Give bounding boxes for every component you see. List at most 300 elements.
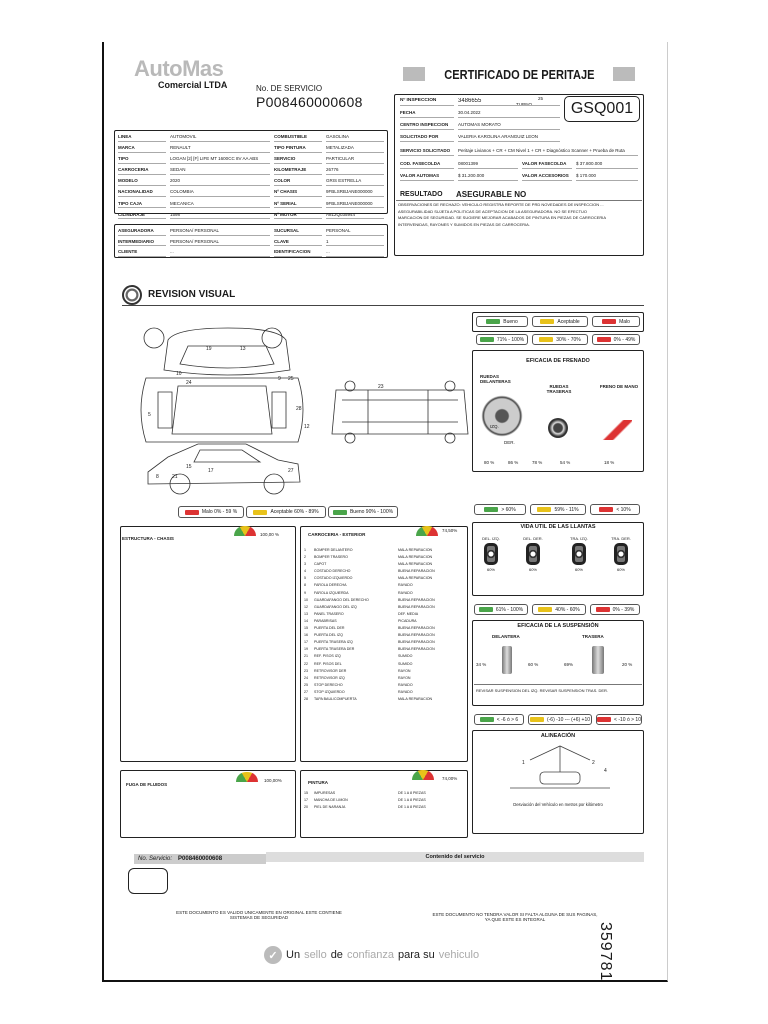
car-diagram — [128, 322, 472, 497]
range-bad — [592, 334, 640, 345]
tire-scale-mid — [532, 604, 586, 615]
brakes-rear: RUEDAS TRASERAS — [546, 384, 572, 395]
cli-key: ASEGURADORA — [118, 228, 166, 236]
insp-value: 08001399 — [458, 161, 518, 169]
visual-header — [122, 284, 644, 306]
suspension-value: 20 % — [622, 662, 633, 667]
insp-value: $ 31.200.000 — [458, 173, 518, 181]
carroceria-list — [304, 547, 466, 703]
suspension-rear: TRASERA — [582, 634, 604, 639]
veh-key: TIPO CAJA — [118, 201, 166, 209]
list-item-name: COSTADO DERECHO — [314, 569, 351, 574]
tire-rear-left — [568, 536, 590, 572]
suspension-value: 60 % — [528, 662, 539, 667]
cli-value: PERSONA/ PERSONAL — [170, 239, 270, 247]
list-item-state: DE 1 A 8 PIEZAS — [398, 805, 426, 810]
list-item — [304, 597, 466, 604]
scale-label: Aceptable 60% - 89% — [270, 509, 319, 515]
list-item — [304, 575, 466, 582]
observaciones-text: OBSERVACIONES DE RECHAZO: VEHICULO REGISTRA REPORTE DE PRD NOVEDADES DE INSPECCION ... ASEGURABILIDAD SUJETA A POLITICAS DE ACEPTACION DE LA ASEGURADORA. NO SE EFECTUO MARCACION DE SEGURIDAD. SE SUGIERE MEJORAR ACABADOS DE PINTURA EN PIEZAS DE CARROCERIA INTERVENIDAS, RAYONES Y SUMIDOS EN PIEZAS DE CARROCERIA. — [398, 202, 606, 227]
veh-value: COLOMBIA — [170, 189, 270, 197]
list-item-state: MALA REPARACION — [398, 562, 433, 567]
list-item — [304, 689, 466, 696]
estructura-pct: 100,00 % — [260, 532, 280, 537]
car-number: 23 — [378, 384, 384, 390]
list-item-state: MALA REPARACION — [398, 555, 433, 560]
veh-key: CARROCERIA — [118, 167, 166, 175]
list-item — [304, 661, 466, 668]
accesorios-value: $ 170.000 — [576, 173, 638, 181]
veh-key: TIPO PINTURA — [274, 145, 322, 153]
list-item-name: PIEL DE NARANJA — [314, 805, 346, 810]
list-item-n: 4 — [304, 569, 306, 574]
brake-scale-mid — [530, 504, 586, 515]
wheel-icon — [122, 285, 142, 305]
list-item-n: 13 — [304, 611, 308, 616]
list-item-state: BUENA REPARACION — [398, 569, 435, 574]
alignment-diagram — [500, 742, 620, 794]
insp-key: VALOR AUTOMAS — [400, 173, 454, 181]
estructura-box — [120, 526, 296, 762]
list-item-name: RETROVISOR DER — [314, 668, 347, 673]
scale-label: Malo 0% - 59 % — [201, 509, 238, 515]
insp-value: 30.04.2022 — [458, 110, 560, 118]
veh-value: METALIZADA — [326, 145, 384, 153]
carroceria-pct: 74,50% — [442, 528, 458, 533]
list-item-state: MALA REPARACION — [398, 696, 433, 701]
align-scale-label: < -6 ó > 6 — [496, 716, 519, 723]
veh-value: PARTICULAR — [326, 156, 384, 164]
list-item — [304, 675, 466, 682]
insp-key: FECHA — [400, 110, 454, 118]
list-item-name: CAPOT — [314, 562, 327, 567]
tire-value: 60% — [528, 567, 537, 572]
list-item-name: MANCHA DE LIMON — [314, 798, 348, 803]
brand-name: AutoMas — [134, 56, 224, 81]
cli-value: ... — [326, 249, 384, 257]
tire-front-right — [522, 536, 544, 572]
veh-value: 9FBLSRBJANE000000 — [326, 189, 384, 197]
list-item-n: 27 — [304, 689, 308, 694]
list-item-state: SUMIDO — [398, 661, 413, 666]
legend-bueno — [476, 316, 528, 327]
list-item-name: STOP IZQUIERDO — [314, 689, 345, 694]
list-item-state: DE 1 A 8 PIEZAS — [398, 791, 426, 795]
cli-key: SUCURSAL — [274, 228, 322, 236]
cert-title: CERTIFICADO DE PERITAJE — [443, 66, 595, 82]
list-item-state: BUENA REPARACION — [398, 640, 435, 645]
veh-value: 9FBLSRBJANE000000 — [326, 201, 384, 209]
veh-value: GRIS ESTRELLA — [326, 178, 384, 186]
car-number: 12 — [304, 424, 310, 430]
scale-bueno — [328, 506, 398, 518]
brake-disc-icon — [480, 394, 524, 438]
veh-key: KILOMETRAJE — [274, 167, 322, 175]
list-item-n: 1 — [304, 548, 306, 552]
veh-value: MECANICA — [170, 201, 270, 209]
insp-value: VALERIA KAROLINA ARANGUIZ LEON — [458, 134, 560, 142]
list-item-name: IMPURESAS — [314, 791, 336, 795]
list-item — [304, 639, 466, 646]
tire-label: TRA. DER. — [611, 536, 631, 541]
certificate-page — [102, 42, 668, 982]
veh-value: A812Q035944 — [326, 212, 384, 220]
veh-key: MARCA — [118, 145, 166, 153]
car-number: 25 — [288, 376, 294, 382]
list-item — [304, 625, 466, 632]
legal-right: ESTE DOCUMENTO NO TENDRA VALOR SI FALTA ALGUNA DE SUS PAGINAS, YA QUE ESTE ES INTEGRAL — [432, 912, 598, 922]
list-item-n: 10 — [304, 597, 308, 602]
footer-tagline — [264, 946, 479, 964]
legend-label: Bueno — [503, 318, 518, 325]
brake-value: 78 % — [532, 460, 543, 465]
cli-value: 1 — [326, 239, 384, 247]
list-item-n: 15 — [304, 791, 308, 795]
car-number: 9 — [278, 376, 281, 382]
veh-key: NACIONALIDAD — [118, 189, 166, 197]
list-item-state: BUENA REPARACION — [398, 597, 435, 602]
legal-left: ESTE DOCUMENTO ES VALIDO UNICAMENTE EN ORIGINAL ESTE CONTIENE SISTEMAS DE SEGURIDAD — [176, 910, 342, 920]
car-number: 10 — [176, 371, 182, 377]
range-mid — [532, 334, 588, 345]
cli-key: IDENTIFICACION — [274, 249, 322, 257]
veh-value: RENAULT — [170, 145, 270, 153]
suspension-note: REVISAR SUSPENSION DEL IZQ. REVISAR SUSPENSION TRAS. DER. — [476, 688, 609, 693]
brake-scale-label: > 60% — [501, 506, 516, 513]
cli-value: ... — [170, 249, 270, 257]
pintura-list — [304, 790, 464, 811]
list-item-n: 21 — [304, 654, 308, 659]
suspension-rear-icon — [592, 646, 604, 674]
list-item-state: BUENA REPARACION — [398, 633, 435, 638]
service-label: No. DE SERVICIO — [256, 84, 323, 93]
list-item-n: 25 — [304, 682, 308, 687]
brake-scale-label: 59% - 11% — [554, 506, 579, 513]
fasecolda-label: VALOR FASECOLDA — [522, 161, 572, 169]
list-item-name: PANEL TRASERO — [314, 611, 344, 616]
list-item — [304, 618, 466, 625]
check-icon: ✓ — [264, 946, 282, 964]
list-item-state: BUENA REPARACION — [398, 626, 435, 631]
list-item-state: MALA REPARACION — [398, 548, 433, 552]
carroceria-title: CARROCERIA - EXTERIOR — [308, 532, 366, 537]
cli-key: CLAVE — [274, 239, 322, 247]
align-scale-label: < -10 ó > 10 — [614, 716, 641, 723]
handbrake-icon — [602, 420, 632, 440]
alignment-caption: Desviación del Vehículo en metros por kilómetro — [513, 802, 603, 807]
insp-key: CENTRO INSPECCION — [400, 122, 454, 130]
accesorios-label: VALOR ACCESORIOS — [522, 173, 572, 181]
brakes-izq: IZQ. — [490, 424, 499, 429]
legend-malo — [592, 316, 640, 327]
cli-key: INTERMEDIARIO — [118, 239, 166, 247]
list-item-n: 17 — [304, 798, 308, 803]
list-item — [304, 604, 466, 611]
tire-scale-label: 61% - 100% — [495, 606, 524, 613]
list-item-state: RAYADO — [398, 689, 413, 694]
tire-rear-right — [610, 536, 632, 572]
list-item-name: PARABRISAS — [314, 618, 337, 623]
veh-key: COMBUSTIBLE — [274, 134, 322, 142]
car-number: 13 — [240, 346, 246, 352]
fluidos-title: FUGA DE FLUIDOS — [126, 782, 168, 787]
fasecolda-value: $ 37.800.000 — [576, 161, 638, 169]
range-label: 30% - 70% — [556, 336, 581, 343]
list-item-name: FAROLA IZQUIERDA — [314, 590, 349, 595]
insp-value: Peritaje Livianos + CR + CM Nivel 1 + CR + Diagnóstico Scanner + Prueba de Ruta — [458, 148, 638, 156]
veh-key: Nº SERIAL — [274, 201, 322, 209]
veh-value: SEDAN — [170, 167, 270, 175]
brakes-front: RUEDAS DELANTERAS — [480, 374, 511, 385]
list-item — [304, 561, 466, 568]
align-scale-good — [474, 714, 524, 725]
legend-label: Aceptable — [557, 318, 580, 325]
tire-label: DEL. IZQ. — [482, 536, 500, 541]
cli-key: CLIENTE — [118, 249, 166, 257]
tire-scale-label: 40% - 60% — [555, 606, 580, 613]
list-item — [304, 653, 466, 660]
list-item-n: 19 — [304, 647, 308, 652]
serial-number: 359781 — [597, 922, 614, 982]
tag-confianza: confianza — [346, 949, 395, 961]
car-number: 27 — [288, 468, 294, 474]
veh-value: AUTOMOVIL — [170, 134, 270, 142]
suspension-front-icon — [502, 646, 512, 674]
fluidos-pct: 100,00% — [264, 778, 282, 783]
list-item-name: BOMPER DELANTERO — [314, 548, 353, 552]
alignment-mark: 4 — [604, 768, 607, 774]
plate-box — [564, 96, 640, 122]
inspection-grid-2 — [400, 148, 638, 156]
align-scale-bad — [596, 714, 642, 725]
list-item-name: COSTADO IZQUIERDO — [314, 576, 353, 581]
list-item-name: PUERTA DEL IZQ — [314, 633, 343, 638]
car-number: 19 — [206, 346, 212, 352]
car-number: 8 — [156, 474, 159, 480]
list-item-n: 14 — [304, 618, 308, 623]
list-item — [304, 804, 464, 811]
footer-content-label: Contenido del servicio — [425, 854, 485, 860]
vehicle-grid — [118, 134, 384, 219]
list-item-n: 20 — [304, 805, 308, 810]
list-item-n: 22 — [304, 661, 308, 666]
list-item — [304, 668, 466, 675]
list-item — [304, 682, 466, 689]
list-item-n: 15 — [304, 626, 308, 631]
list-item-state: RAYADO — [398, 682, 413, 687]
insp-key: SOLICITADO POR — [400, 134, 454, 142]
tag-un: Un — [286, 949, 301, 961]
brand-subtitle: Comercial LTDA — [158, 80, 228, 90]
align-scale-mid — [528, 714, 592, 725]
inspection-grid — [400, 98, 560, 142]
footer-service-label: No. Servicio: — [138, 856, 173, 862]
tire-value: 60% — [486, 567, 495, 572]
list-item-state: BUENA REPARACION — [398, 604, 435, 609]
tire-label: TRA. IZQ. — [570, 536, 588, 541]
list-item-n: 2 — [304, 555, 306, 560]
list-item — [304, 797, 464, 804]
tire-front-left — [480, 536, 502, 572]
insp-key: SERVICIO SOLICITADO — [400, 148, 454, 156]
veh-key: CILINDRAJE — [118, 212, 166, 220]
alignment-title: ALINEACIÓN — [540, 733, 576, 739]
inspection-grid-3 — [400, 161, 638, 181]
list-item-state: SUMIDO — [398, 654, 413, 659]
insp-value: AUTOMAS MORATO — [458, 122, 560, 130]
scale-label: Bueno 90% - 100% — [349, 509, 394, 515]
resultado-value: ASEGURABLE NO — [456, 190, 527, 199]
list-item — [304, 582, 466, 589]
tire-value: 60% — [574, 567, 583, 572]
tag-vehiculo: vehiculo — [438, 949, 480, 961]
alignment-mark: 2 — [592, 760, 595, 766]
car-number: 5 — [148, 412, 151, 418]
list-item-n: 24 — [304, 675, 308, 680]
suspension-title: EFICACIA DE LA SUSPENSIÓN — [517, 623, 599, 629]
tires-title: VIDA UTIL DE LAS LLANTAS — [520, 524, 596, 530]
veh-key: MODELO — [118, 178, 166, 186]
range-label: 0% - 49% — [613, 336, 636, 343]
client-grid — [118, 228, 384, 257]
list-item-state: RAYON — [398, 668, 411, 673]
suspension-front: DELANTERA — [492, 634, 520, 639]
list-item-name: REF. PISOS DEL — [314, 661, 342, 666]
list-item-state: DE 1 A 8 PIEZAS — [398, 798, 426, 803]
list-item-n: 8 — [304, 583, 306, 588]
list-item-n: 28 — [304, 696, 308, 701]
veh-value: 1598 — [170, 212, 270, 220]
list-item-name: PUERTA TRASERA DER — [314, 647, 355, 652]
list-item-name: GUARDAFANGO DEL DERECHO — [314, 597, 369, 602]
scale-aceptable — [246, 506, 326, 518]
list-item-name: STOP DERECHO — [314, 682, 343, 687]
list-item — [304, 790, 464, 797]
list-item-state: RAYADO — [398, 590, 413, 595]
list-item-name: TAPA BAUL/COMPUERTA — [314, 696, 357, 701]
veh-key: Nº MOTOR — [274, 212, 322, 220]
brake-scale-good — [474, 504, 526, 515]
list-item-state: BUENA REPARACION — [398, 647, 435, 652]
range-label: 71% - 100% — [496, 336, 525, 343]
list-item-name: PUERTA DEL DER — [314, 626, 345, 631]
list-item-n: 23 — [304, 668, 308, 673]
scale-malo — [178, 506, 244, 518]
tire-label: DEL. DER. — [523, 536, 543, 541]
brake-value: 18 % — [604, 460, 615, 465]
veh-value: LOGAN [2] [F] LIFE MT 1600CC 8V AA ABS — [170, 156, 270, 164]
list-item-n: 16 — [304, 633, 308, 638]
tire-value: 60% — [616, 567, 625, 572]
cli-value: PERSONAL — [326, 228, 384, 236]
car-number: 15 — [186, 464, 192, 470]
brakes-der: DER. — [504, 440, 515, 445]
list-item-n: 5 — [304, 576, 306, 581]
brand-logo — [134, 56, 264, 96]
car-number: 28 — [296, 406, 302, 412]
veh-value: GASOLINA — [326, 134, 384, 142]
car-number: 17 — [208, 468, 214, 474]
brake-value: 86 % — [508, 460, 519, 465]
brake-drum-icon — [548, 418, 568, 438]
list-item-name: REF. PISOS IZQ — [314, 654, 341, 659]
brakes-hand: FRENO DE MANO — [599, 384, 639, 389]
list-item — [304, 632, 466, 639]
legend-aceptable — [532, 316, 588, 327]
veh-key: Nº CHASIS — [274, 189, 322, 197]
tire-scale-good — [474, 604, 528, 615]
list-item-name: RETROVISOR IZQ — [314, 675, 345, 680]
list-item-state: RAYADO — [398, 583, 413, 588]
list-item-n: 9 — [304, 590, 306, 595]
list-item — [304, 547, 466, 554]
tag-sello: sello — [304, 949, 327, 961]
list-item — [304, 646, 466, 653]
list-item-n: 12 — [304, 604, 308, 609]
cli-value: PERSONA/ PERSONAL — [170, 228, 270, 236]
brake-scale-label: < 10% — [616, 506, 631, 513]
suspension-value: 69% — [564, 662, 574, 667]
list-item-state: PICADURA — [398, 618, 417, 623]
veh-value: 2020 — [170, 178, 270, 186]
service-number: P008460000608 — [256, 94, 363, 110]
list-item-n: 17 — [304, 640, 308, 645]
veh-value: 26776 — [326, 167, 384, 175]
list-item — [304, 568, 466, 575]
list-item-name: BOMPER TRASERO — [314, 555, 348, 560]
cert-title-bar — [398, 64, 640, 84]
veh-key: SERVICIO — [274, 156, 322, 164]
estructura-title: ESTRUCTURA - CHASIS — [122, 536, 174, 541]
list-item-state: DEF. MEDIA — [398, 611, 419, 616]
resultado-label: RESULTADO — [400, 191, 443, 198]
align-scale-label: (-6) -10 --- (+6) +10 — [546, 716, 591, 723]
tag-para: para su — [398, 949, 435, 961]
visual-title: REVISION VISUAL — [148, 289, 236, 300]
list-item-name: PUERTA TRASERA IZQ — [314, 640, 353, 645]
turno-label: TURNO — [516, 102, 532, 107]
insp-key: Nº INSPECCION — [400, 98, 454, 106]
tag-de: de — [330, 949, 343, 961]
tire-scale-bad — [590, 604, 640, 615]
turno-value: 25 — [538, 96, 544, 101]
legend-label: Malo — [619, 318, 630, 325]
list-item — [304, 696, 466, 703]
list-item — [304, 554, 466, 561]
list-item-n: 3 — [304, 562, 306, 567]
pintura-title: PINTURA — [308, 780, 328, 785]
list-item-state: MALA REPARACION — [398, 576, 433, 581]
insp-value: 3486655 — [458, 98, 560, 106]
car-number: 21 — [172, 474, 178, 480]
veh-key: LINEA — [118, 134, 166, 142]
plate-number: GSQ001 — [570, 100, 634, 117]
footer-service — [134, 854, 266, 864]
brake-value: 54 % — [560, 460, 571, 465]
pintura-pct: 74,00% — [442, 776, 458, 781]
list-item-name: FAROLA DERECHA — [314, 583, 347, 588]
car-number: 24 — [186, 380, 192, 386]
footer-content-bar — [266, 852, 644, 862]
list-item-name: GUARDAFANGO DEL IZQ — [314, 604, 357, 609]
alignment-mark: 1 — [522, 760, 525, 766]
footer-service-number: P008460000608 — [178, 856, 223, 862]
veh-key: TIPO — [118, 156, 166, 164]
brakes-title: EFICACIA DE FRENADO — [526, 358, 590, 364]
veh-key: COLOR — [274, 178, 322, 186]
range-good — [476, 334, 528, 345]
list-item — [304, 611, 466, 618]
